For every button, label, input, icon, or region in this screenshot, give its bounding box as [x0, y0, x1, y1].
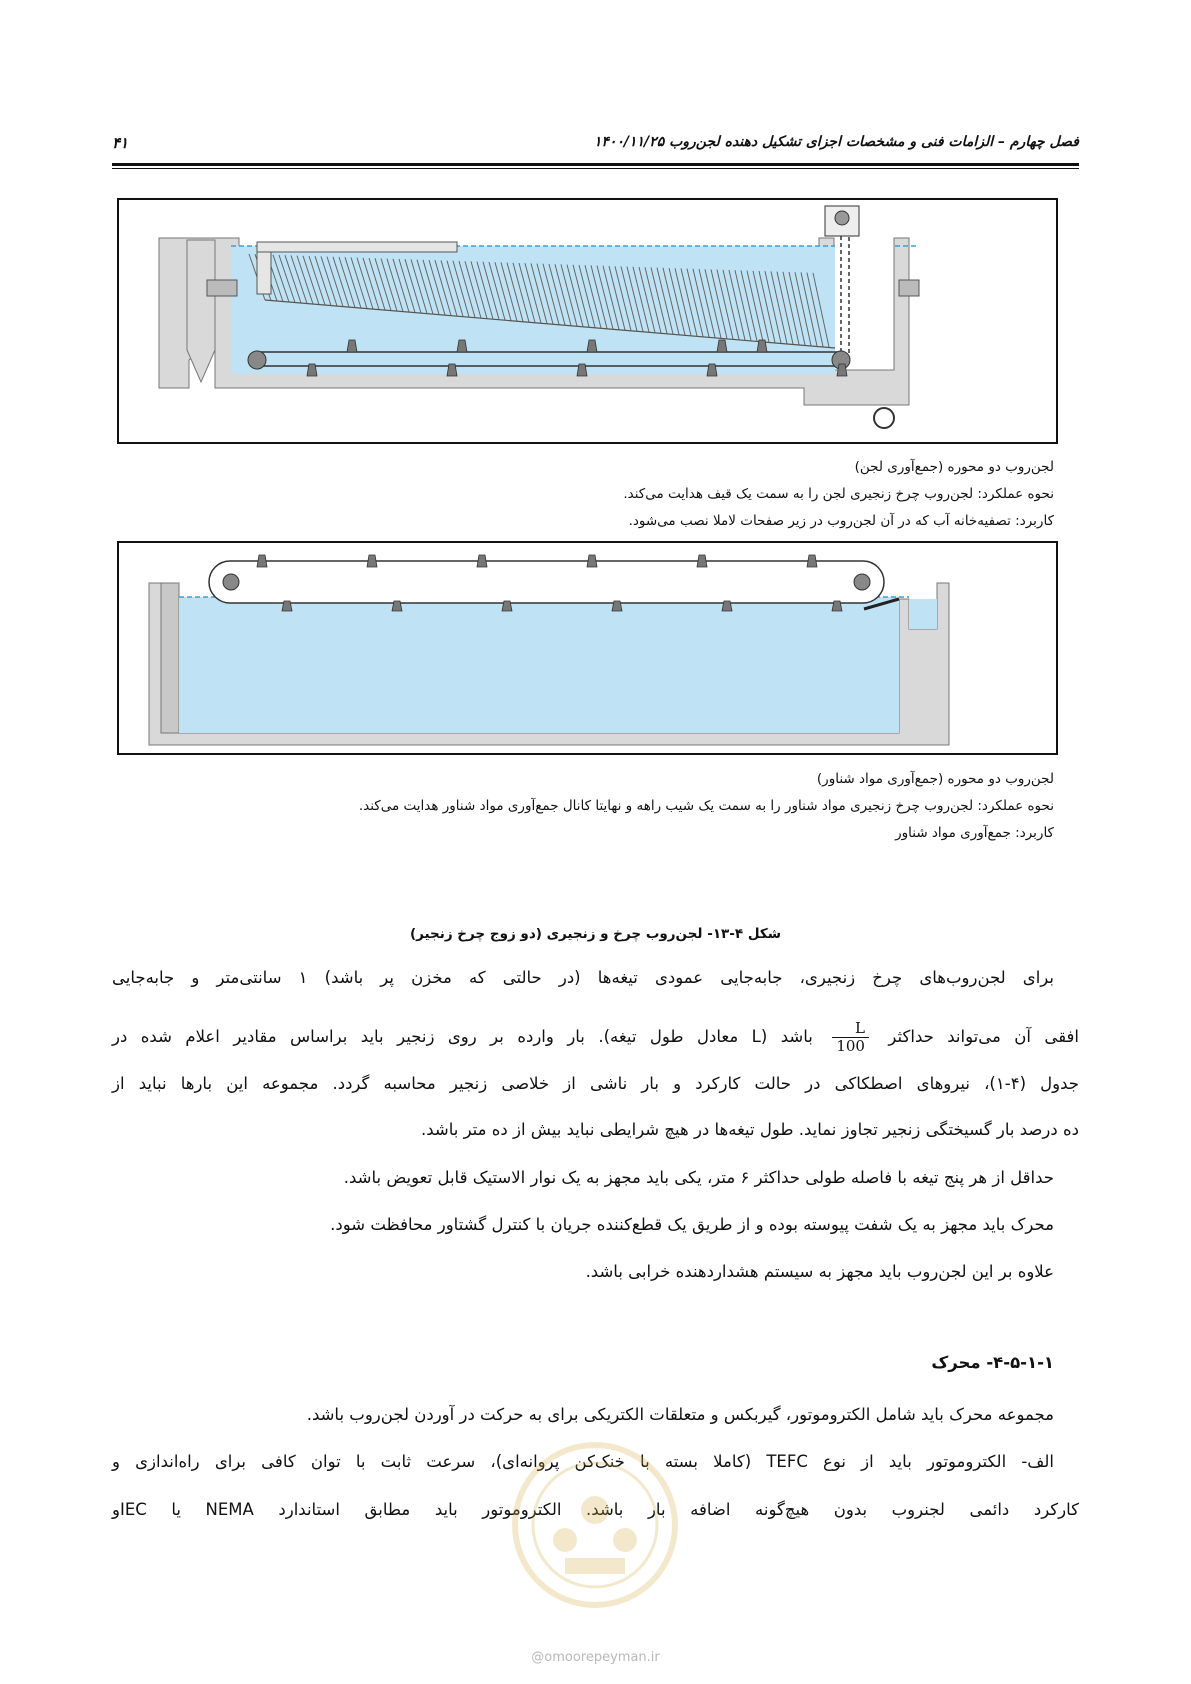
- scraper-flight: [307, 364, 317, 376]
- scraper-flight: [697, 555, 707, 567]
- sprocket2-left: [223, 574, 239, 590]
- scraper-flight: [587, 340, 597, 352]
- figure1-caption-3: کاربرد: تصفیه‌خانه آب که در آن لجن‌روب در زیر صفحات لاملا نصب می‌شود.: [628, 513, 1054, 529]
- scraper-flight: [807, 555, 817, 567]
- scraper-flight: [612, 601, 622, 611]
- paragraph-3: محرک باید مجهز به یک شفت پیوسته بوده و از طریق یک قطع‌کننده جریان با کنترل گشتاور محافظت شود.: [330, 1215, 1054, 1234]
- sludge-hopper: [187, 240, 215, 382]
- paragraph-1-line-1: برای لجن‌روب‌های چرخ زنجیری، جابه‌جایی عمودی تیغه‌ها (در حالتی که مخزن پر باشد) ۱ سانتی‌متر و جابه‌جایی: [112, 968, 1054, 987]
- fraction-denominator: 100: [836, 1037, 865, 1055]
- page-number: ۴۱: [112, 134, 129, 152]
- scum-collector-diagram: [119, 543, 1056, 753]
- chain-loop-2: [209, 561, 884, 603]
- scraper-flight: [757, 340, 767, 352]
- paragraph-1-line-4: ده درصد بار گسیختگی زنجیر تجاوز نماید. طول تیغه‌ها در هیچ شرایطی نباید بیش از ده متر باشد.: [420, 1120, 1079, 1139]
- sludge-collector-diagram: [119, 200, 1056, 442]
- scraper-flight: [832, 601, 842, 611]
- collection-trough: [257, 242, 457, 252]
- scraper-flight: [347, 340, 357, 352]
- header-rule-thin: [112, 168, 1079, 169]
- fraction-numerator: L: [832, 1020, 869, 1038]
- scraper-flight: [477, 555, 487, 567]
- figure-sludge-collector: [117, 198, 1058, 444]
- watermark-seal-icon: [510, 1440, 680, 1610]
- header-title: فصل چهارم – الزامات فنی و مشخصات اجزای تشکیل دهنده لجن‌روب ۱۴۰۰/۱۱/۲۵: [593, 134, 1079, 150]
- paragraph-4: علاوه بر این لجن‌روب باید مجهز به سیستم هشداردهنده خرابی باشد.: [585, 1262, 1054, 1281]
- figure2-caption-2: نحوه عملکرد: لجن‌روب چرخ زنجیری مواد شناور را به سمت یک شیب راهه و نهایتا کانال جمع‌آوری مواد شناور هدایت می‌کند.: [358, 798, 1054, 814]
- tank2-water: [179, 597, 899, 733]
- paragraph-6-line-2: کارکرد دائمی لجنروب بدون هیچ‌گونه اضافه بار باشد. الکتروموتور باید مطابق استاندارد NEMA یا IECو: [112, 1500, 1080, 1519]
- figure2-caption-3: کاربرد: جمع‌آوری مواد شناور: [895, 825, 1054, 841]
- watermark-text: @omoorepeyman.ir: [531, 1650, 660, 1665]
- paragraph-1-line-2-end: باشد (L معادل طول تیغه). بار وارده بر روی زنجیر باید براساس مقادیر اعلام شده در: [112, 1027, 813, 1046]
- scraper-flight: [392, 601, 402, 611]
- section-heading: ۴-۵-۱-۱- محرک: [931, 1353, 1054, 1372]
- scraper-flight: [257, 555, 267, 567]
- tank2-inlet-wall: [161, 583, 179, 733]
- figure-title: شکل ۴-۱۳- لجن‌روب چرخ و زنجیری (دو زوج چرخ زنجیر): [409, 926, 782, 942]
- scraper-flight: [587, 555, 597, 567]
- figure2-caption-1: لجن‌روب دو محوره (جمع‌آوری مواد شناور): [816, 771, 1054, 787]
- inlet-pipe: [207, 280, 237, 296]
- fraction-l-over-100: [832, 1020, 869, 1055]
- sprocket-left: [248, 351, 266, 369]
- sprocket2-right: [854, 574, 870, 590]
- figure1-caption-1: لجن‌روب دو محوره (جمع‌آوری لجن): [854, 459, 1054, 475]
- scraper-flight: [282, 601, 292, 611]
- figure1-caption-2: نحوه عملکرد: لجن‌روب چرخ زنجیری لجن را به سمت یک قیف هدایت می‌کند.: [623, 486, 1054, 502]
- scraper-flight: [717, 340, 727, 352]
- paragraph-6-line-1: الف- الکتروموتور باید از نوع TEFC (کاملا بسته با خنک‌کن پروانه‌ای)، سرعت ثابت با توان کافی برای راه‌اندازی و: [112, 1452, 1054, 1471]
- scraper-flight: [577, 364, 587, 376]
- paragraph-5: مجموعه محرک باید شامل الکتروموتور، گیربکس و متعلقات الکتریکی برای به حرکت در آوردن لجن‌روب باشد.: [306, 1405, 1054, 1424]
- scraper-flight: [502, 601, 512, 611]
- scraper-flight: [837, 364, 847, 376]
- effluent-pipe: [899, 280, 919, 296]
- paragraph-2: حداقل از هر پنج تیغه با فاصله طولی حداکثر ۶ متر، یکی باید مجهز به یک نوار الاستیک قابل تعویض باشد.: [343, 1168, 1054, 1187]
- scraper-flight: [707, 364, 717, 376]
- scraper-flight: [457, 340, 467, 352]
- paragraph-1-line-2-start: افقی آن می‌تواند حداکثر: [888, 1027, 1080, 1046]
- drive-sprocket: [835, 211, 849, 225]
- figure-scum-collector: [117, 541, 1058, 755]
- scraper-flight: [367, 555, 377, 567]
- paragraph-1-line-3: جدول (۴-۱)، نیروهای اصطکاکی در حالت کارکرد و بار ناشی از خلاصی زنجیر محاسبه گردد. مجموعه این بارها نباید از: [112, 1074, 1079, 1093]
- scraper-flight: [722, 601, 732, 611]
- scraper-flight: [447, 364, 457, 376]
- sludge-drain-pipe: [874, 408, 894, 428]
- paragraph-1-line-2: [112, 1020, 1079, 1055]
- page-header: [112, 128, 1079, 158]
- header-rule: [112, 163, 1079, 166]
- scum-channel: [909, 599, 937, 629]
